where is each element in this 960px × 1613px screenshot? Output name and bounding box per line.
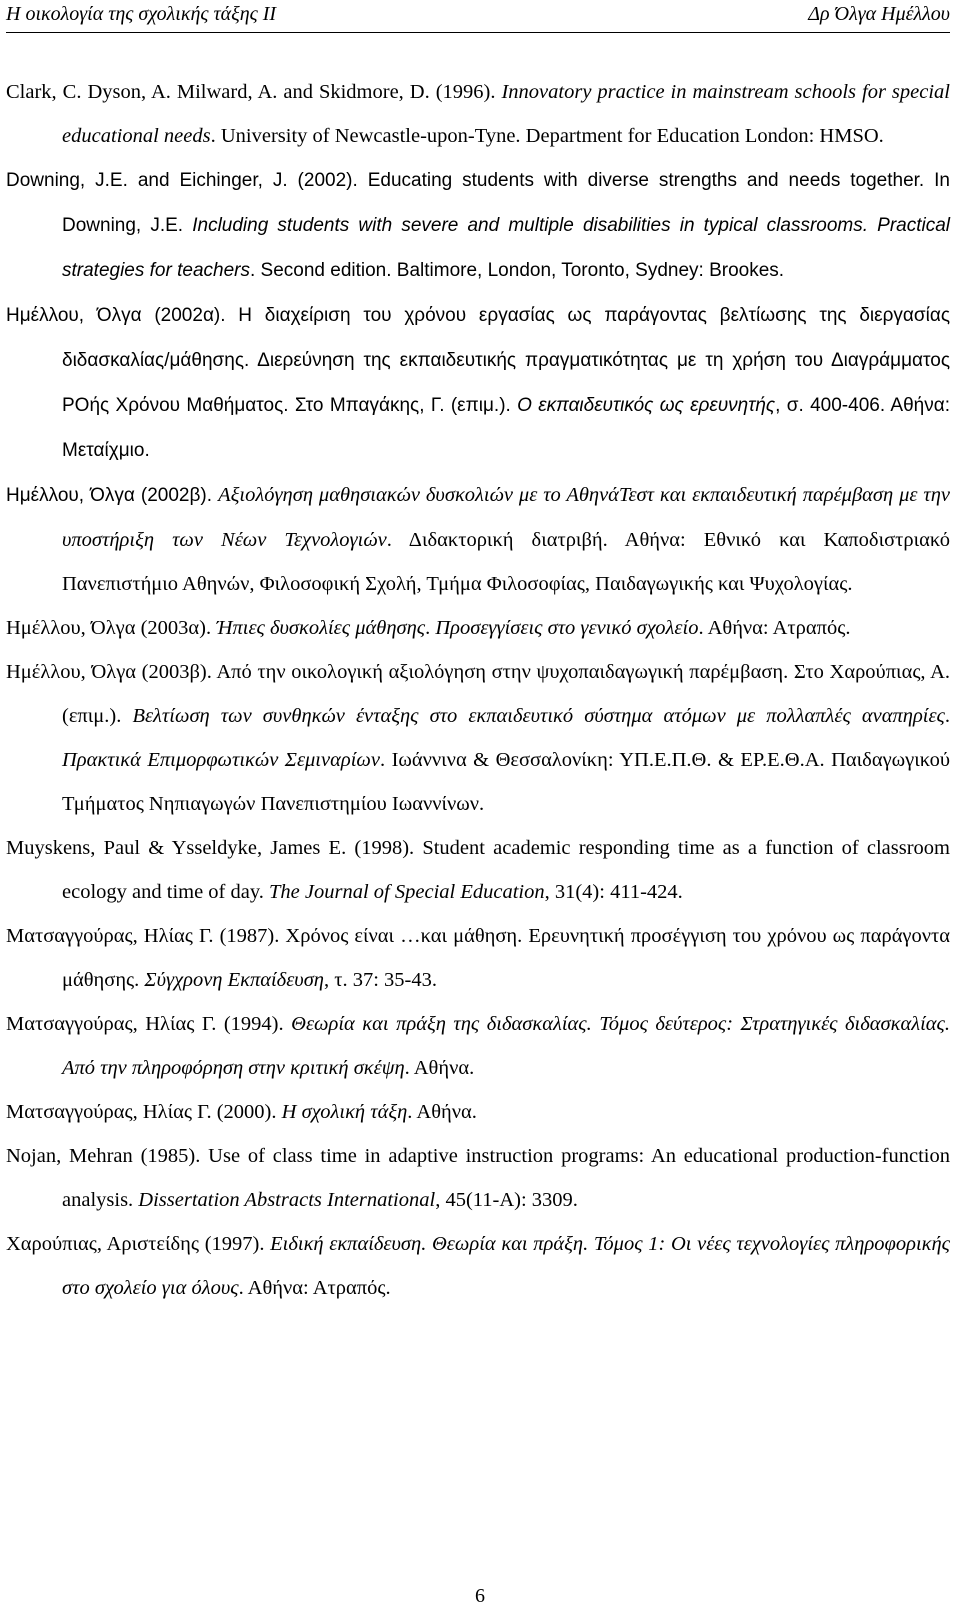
reference-text: Ματσαγγούρας, Ηλίας Γ. (2000). xyxy=(6,1101,282,1123)
reference-list xyxy=(6,70,950,1310)
reference-text: . Ιωάννινα & Θεσσαλονίκη: ΥΠ.Ε.Π.Θ. & ΕΡ.Ε.Θ.Α. Παιδαγωγικού Τμήματος Νηπιαγωγών Πανεπιστημίου Ιωαννίνων. xyxy=(62,749,950,815)
reference-title: Πρακτικά Επιμορφωτικών Σεμιναρίων xyxy=(62,749,380,771)
reference-text: . Αθήνα. xyxy=(404,1057,475,1079)
reference-text: Downing, J.E. and Eichinger, J. (2002). Educating students with diverse strengths and needs together. In Downing, J.E. xyxy=(6,170,950,236)
reference-entry xyxy=(6,70,950,158)
reference-title: Innovatory practice in mainstream schools for special educational needs xyxy=(62,81,950,147)
reference-title: Αξιολόγηση μαθησιακών δυσκολιών με το ΑθηνάΤεστ και εκπαιδευτική παρέμβαση με την υποστήριξη των Νέων Τεχνολογιών xyxy=(62,484,950,551)
reference-title: Ειδική εκπαίδευση. Θεωρία και πράξη. Τόμος 1: Οι νέες τεχνολογίες πληροφορικής στο σχολείο για όλους xyxy=(62,1233,950,1299)
reference-text: . xyxy=(425,617,436,639)
reference-title: Including students with severe and multiple disabilities in typical classrooms. Practical strategies for teachers xyxy=(62,215,951,281)
reference-text: Ημέλλου, Όλγα (2002α). Η διαχείριση του χρόνου εργασίας ως παράγοντας βελτίωσης της διεργασίας διδασκαλίας/μάθησης. Διερεύνηση της εκπαιδευτικής πραγματικότητας με τη χρήση του Διαγράμματος ΡΟής Χρόνου Μαθήματος. Στο Μπαγάκης, Γ. (επιμ.). xyxy=(6,305,950,416)
reference-entry xyxy=(6,1222,950,1310)
reference-text: . xyxy=(944,705,950,727)
header-title: Η οικολογία της σχολικής τάξης ΙΙ xyxy=(6,3,277,25)
reference-title: Σύγχρονη Εκπαίδευση xyxy=(144,969,324,991)
reference-text: . Second edition. Baltimore, London, Toronto, Sydney: Brookes. xyxy=(249,260,785,281)
reference-text: , τ. 37: 35-43. xyxy=(323,969,437,991)
reference-text: Clark, C. Dyson, A. Milward, A. and Skidmore, D. (1996). xyxy=(6,81,502,103)
reference-title: Βελτίωση των συνθηκών ένταξης στο εκπαιδευτικό σύστημα ατόμων με πολλαπλές αναπηρίες xyxy=(132,705,945,727)
reference-text: . Αθήνα. xyxy=(407,1101,477,1123)
reference-entry xyxy=(6,293,950,473)
reference-text: . Διδακτορική διατριβή. Αθήνα: Εθνικό και Καποδιστριακό Πανεπιστήμιο Αθηνών, Φιλοσοφική Σχολή, Τμήμα Φιλοσοφίας, Παιδαγωγικής και Ψυχολογίας. xyxy=(62,529,950,595)
reference-title: Θεωρία και πράξη της διδασκαλίας. Τόμος δεύτερος: Στρατηγικές διδασκαλίας. Από την πληροφόρηση στην κριτική σκέψη xyxy=(62,1013,950,1079)
reference-title: Προσεγγίσεις στο γενικό σχολείο xyxy=(435,617,699,639)
page-number: 6 xyxy=(475,1585,485,1607)
reference-entry xyxy=(6,606,950,650)
reference-title: Η σχολική τάξη xyxy=(281,1101,408,1123)
reference-text: . Αθήνα: Ατραπός. xyxy=(698,617,851,639)
reference-text: Ματσαγγούρας, Ηλίας Γ. (1994). xyxy=(6,1013,292,1035)
reference-entry xyxy=(6,650,950,826)
reference-text: Ημέλλου, Όλγα (2002β). xyxy=(6,485,219,506)
reference-entry xyxy=(6,826,950,914)
reference-entry xyxy=(6,1002,950,1090)
page-header xyxy=(6,2,950,33)
reference-entry xyxy=(6,473,950,606)
reference-text: Muyskens, Paul & Ysseldyke, James E. (1998). Student academic responding time as a function of classroom ecology and time of day. xyxy=(6,837,950,903)
reference-text: , 31(4): 411-424. xyxy=(544,881,683,903)
reference-text: , 45(11-A): 3309. xyxy=(435,1189,578,1211)
reference-text: Ημέλλου, Όλγα (2003α). xyxy=(6,617,217,639)
reference-text: Nojan, Mehran (1985). Use of class time in adaptive instruction programs: An educational production-function analysis. xyxy=(6,1145,950,1211)
reference-text: Ματσαγγούρας, Ηλίας Γ. (1987). Χρόνος είναι …και μάθηση. Ερευνητική προσέγγιση του χρόνου ως παράγοντα μάθησης. xyxy=(6,925,950,991)
reference-text: Χαρούπιας, Αριστείδης (1997). xyxy=(6,1233,271,1255)
reference-entry xyxy=(6,158,950,293)
reference-text: . University of Newcastle-upon-Tyne. Department for Education London: HMSO. xyxy=(210,125,884,147)
reference-text: Ημέλλου, Όλγα (2003β). Από την οικολογική αξιολόγηση στην ψυχοπαιδαγωγική παρέμβαση. Στο Χαρούπιας, Α. (επιμ.). xyxy=(6,661,950,727)
reference-entry xyxy=(6,1090,950,1134)
reference-text: . Αθήνα: Ατραπός. xyxy=(238,1277,391,1299)
reference-entry xyxy=(6,1134,950,1222)
reference-title: Ο εκπαιδευτικός ως ερευνητής xyxy=(517,395,776,416)
header-author: Δρ Όλγα Ημέλλου xyxy=(808,3,950,25)
reference-text: , σ. 400-406. Αθήνα: Μεταίχμιο. xyxy=(62,395,950,461)
reference-title: Dissertation Abstracts International xyxy=(138,1189,436,1211)
reference-entry xyxy=(6,914,950,1002)
reference-title: The Journal of Special Education xyxy=(269,881,545,903)
reference-title: Ήπιες δυσκολίες μάθησης xyxy=(216,617,426,639)
